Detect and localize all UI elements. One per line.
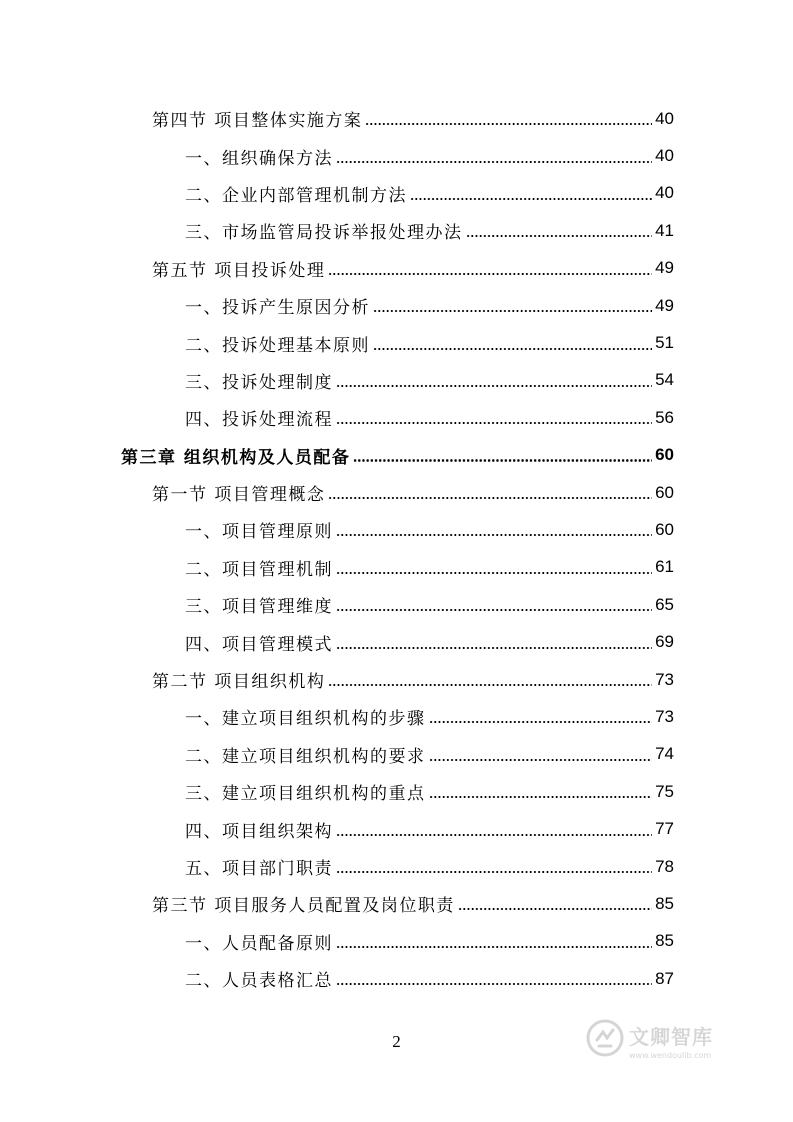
toc-entry-page: 60 bbox=[655, 519, 674, 539]
toc-entry-section[interactable] bbox=[0, 661, 793, 698]
toc-dot-leader bbox=[336, 161, 652, 163]
toc-entry-section[interactable] bbox=[0, 250, 793, 287]
toc-dot-leader bbox=[373, 348, 652, 350]
toc-entry-item[interactable] bbox=[0, 736, 793, 773]
toc-entry-title: 一、人员配备原则 bbox=[185, 933, 333, 954]
toc-entry-title: 第三节 项目服务人员配置及岗位职责 bbox=[152, 896, 455, 917]
toc-dot-leader bbox=[336, 609, 652, 611]
toc-entry-page: 56 bbox=[655, 407, 674, 427]
toc-dot-leader bbox=[429, 721, 653, 723]
toc-entry-page: 73 bbox=[655, 706, 674, 726]
toc-entry-item[interactable] bbox=[0, 586, 793, 623]
toc-entry-item[interactable] bbox=[0, 324, 793, 361]
toc-entry-page: 49 bbox=[655, 295, 674, 315]
toc-entry-title: 第五节 项目投诉处理 bbox=[152, 260, 326, 281]
toc-entry-page: 51 bbox=[655, 333, 674, 353]
toc-entry-page: 54 bbox=[655, 370, 674, 390]
toc-entry-title: 四、项目管理模式 bbox=[185, 634, 333, 655]
toc-entry-title: 四、投诉处理流程 bbox=[185, 410, 333, 431]
toc-entry-page: 65 bbox=[655, 594, 674, 614]
toc-entry-item[interactable] bbox=[0, 810, 793, 847]
toc-entry-title: 第四节 项目整体实施方案 bbox=[152, 111, 363, 132]
toc-dot-leader bbox=[336, 983, 652, 985]
toc-entry-page: 87 bbox=[655, 968, 674, 988]
toc-entry-item[interactable] bbox=[0, 773, 793, 810]
toc-entry-item[interactable] bbox=[0, 511, 793, 548]
toc-entry-title: 第三章 组织机构及人员配备 bbox=[121, 447, 351, 468]
toc-dot-leader bbox=[429, 796, 653, 798]
toc-entry-title: 三、市场监管局投诉举报处理办法 bbox=[185, 223, 463, 244]
toc-dot-leader bbox=[336, 946, 652, 948]
watermark-url: www.wendoulib.com bbox=[629, 1050, 712, 1060]
toc-entry-page: 60 bbox=[655, 482, 674, 502]
toc-entry-chapter[interactable] bbox=[0, 437, 793, 474]
toc-entry-title: 一、建立项目组织机构的步骤 bbox=[185, 709, 426, 730]
toc-entry-title: 三、建立项目组织机构的重点 bbox=[185, 784, 426, 805]
toc-entry-page: 40 bbox=[655, 183, 674, 203]
toc-dot-leader bbox=[336, 834, 652, 836]
toc-dot-leader bbox=[466, 235, 653, 237]
toc-entry-item[interactable] bbox=[0, 623, 793, 660]
toc-dot-leader bbox=[458, 908, 652, 910]
toc-entry-item[interactable] bbox=[0, 137, 793, 174]
watermark bbox=[585, 1018, 713, 1062]
watermark-logo-icon bbox=[585, 1018, 625, 1062]
toc-dot-leader bbox=[336, 871, 652, 873]
toc-dot-leader bbox=[365, 123, 652, 125]
toc-dot-leader bbox=[353, 459, 652, 462]
toc-entry-page: 75 bbox=[655, 781, 674, 801]
toc-entry-item[interactable] bbox=[0, 362, 793, 399]
table-of-contents bbox=[0, 100, 793, 997]
toc-entry-title: 一、项目管理原则 bbox=[185, 522, 333, 543]
toc-entry-page: 85 bbox=[655, 893, 674, 913]
toc-dot-leader bbox=[336, 534, 652, 536]
toc-entry-title: 第一节 项目管理概念 bbox=[152, 485, 326, 506]
toc-dot-leader bbox=[336, 422, 652, 424]
toc-dot-leader bbox=[373, 310, 652, 312]
toc-entry-title: 二、企业内部管理机制方法 bbox=[185, 185, 407, 206]
toc-dot-leader bbox=[336, 572, 652, 574]
toc-dot-leader bbox=[410, 198, 652, 200]
toc-entry-title: 二、投诉处理基本原则 bbox=[185, 335, 370, 356]
toc-entry-item[interactable] bbox=[0, 175, 793, 212]
toc-entry-item[interactable] bbox=[0, 848, 793, 885]
toc-entry-title: 三、项目管理维度 bbox=[185, 597, 333, 618]
page-number: 2 bbox=[392, 1032, 401, 1051]
toc-entry-page: 41 bbox=[655, 220, 674, 240]
toc-entry-title: 四、项目组织架构 bbox=[185, 821, 333, 842]
toc-dot-leader bbox=[429, 759, 653, 761]
toc-entry-page: 74 bbox=[655, 744, 674, 764]
toc-entry-section[interactable] bbox=[0, 100, 793, 137]
toc-entry-section[interactable] bbox=[0, 885, 793, 922]
toc-entry-page: 77 bbox=[655, 819, 674, 839]
toc-entry-page: 61 bbox=[655, 557, 674, 577]
toc-entry-title: 五、项目部门职责 bbox=[185, 859, 333, 879]
toc-entry-page: 78 bbox=[655, 856, 674, 876]
toc-entry-section[interactable] bbox=[0, 474, 793, 511]
toc-entry-title: 一、投诉产生原因分析 bbox=[185, 298, 370, 319]
toc-entry-item[interactable] bbox=[0, 698, 793, 735]
toc-entry-item[interactable] bbox=[0, 212, 793, 249]
toc-entry-item[interactable] bbox=[0, 923, 793, 960]
toc-entry-page: 60 bbox=[655, 445, 674, 465]
toc-entry-title: 一、组织确保方法 bbox=[185, 148, 333, 169]
toc-entry-item[interactable] bbox=[0, 399, 793, 436]
toc-entry-item[interactable] bbox=[0, 287, 793, 324]
toc-dot-leader bbox=[328, 497, 652, 499]
toc-entry-title: 二、人员表格汇总 bbox=[185, 971, 333, 992]
toc-entry-page: 40 bbox=[655, 146, 674, 166]
toc-entry-page: 73 bbox=[655, 669, 674, 689]
watermark-name: 文卿智库 bbox=[629, 1024, 713, 1049]
toc-entry-page: 69 bbox=[655, 632, 674, 652]
toc-entry-title: 三、投诉处理制度 bbox=[185, 372, 333, 393]
toc-entry-title: 二、建立项目组织机构的要求 bbox=[185, 746, 426, 767]
toc-entry-title: 二、项目管理机制 bbox=[185, 559, 333, 580]
toc-entry-title: 第二节 项目组织机构 bbox=[152, 672, 326, 693]
toc-entry-page: 49 bbox=[655, 258, 674, 278]
toc-dot-leader bbox=[336, 647, 652, 649]
toc-dot-leader bbox=[328, 273, 652, 275]
toc-entry-page: 85 bbox=[655, 931, 674, 951]
toc-entry-page: 40 bbox=[655, 108, 674, 128]
toc-dot-leader bbox=[328, 684, 652, 686]
toc-entry-item[interactable] bbox=[0, 549, 793, 586]
toc-dot-leader bbox=[336, 385, 652, 387]
toc-entry-item[interactable] bbox=[0, 960, 793, 997]
